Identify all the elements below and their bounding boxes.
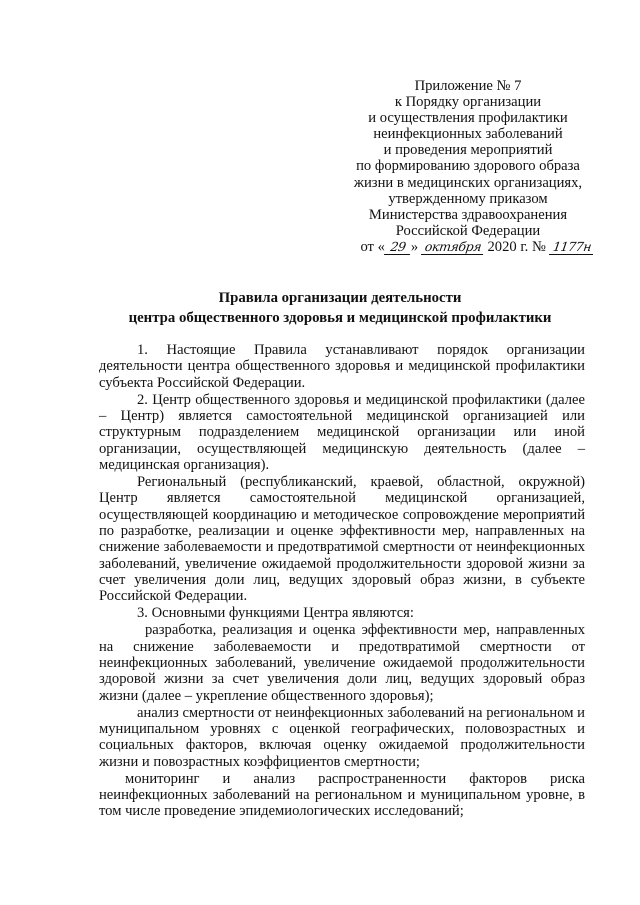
function-item: мониторинг и анализ распространенности факторов риска неинфекционных заболеваний на региональном и муниципальном уровне, в том числе проведение эпидемиологических исследований; bbox=[99, 770, 585, 820]
appendix-line: по формированию здорового образа bbox=[356, 158, 580, 175]
document-body bbox=[99, 342, 585, 820]
appendix-line: и проведения мероприятий bbox=[383, 142, 553, 159]
appendix-line: Российской Федерации bbox=[395, 222, 541, 239]
appendix-line: и осуществления профилактики bbox=[368, 110, 568, 127]
function-item: анализ смертности от неинфекционных заболеваний на региональном и муниципальном уровнях с оценкой географических, половозрастных и социальных факторов, включая оценку ожидаемой продолжительности жизни и повозрастных коэффициентов смертности; bbox=[99, 704, 585, 770]
appendix-line: Министерства здравоохранения bbox=[368, 206, 568, 223]
date-mid: » bbox=[410, 238, 419, 255]
approval-date-line bbox=[336, 239, 618, 255]
paragraph-2: 2. Центр общественного здоровья и медицинской профилактики (далее – Центр) является самостоятельной медицинской организацией или структурным подразделением медицинской организации или иной организации, осуществляющей медицинскую деятельность (далее – медицинская организация). bbox=[99, 391, 585, 473]
handwritten-day: 29 bbox=[384, 240, 412, 255]
handwritten-month: октября bbox=[421, 240, 485, 255]
paragraph-regional-center: Региональный (республиканский, краевой, областной, окружной) Центр является самостоятельной медицинской организацией, осуществляющей координацию и методическое сопровождение мероприятий по разработке, реализации и оценке эффективности мер, направленных на снижение заболеваемости и предотвратимой смертности от неинфекционных заболеваний, увеличение ожидаемой продолжительности здоровой жизни за счет увеличения доли лиц, ведущих здоровый образ жизни, в субъекте Российской Федерации. bbox=[99, 473, 585, 605]
paragraph-1: 1. Настоящие Правила устанавливают порядок организации деятельности центра общественного здоровья и медицинской профилактики субъекта Российской Федерации. bbox=[99, 342, 585, 391]
appendix-line: жизни в медицинских организациях, bbox=[353, 174, 583, 191]
document-title-line-2: центра общественного здоровья и медицинской профилактики bbox=[128, 310, 552, 326]
appendix-header bbox=[318, 78, 618, 255]
appendix-line: Приложение № 7 bbox=[414, 78, 522, 94]
appendix-line: неинфекционных заболеваний bbox=[373, 126, 563, 143]
document-title-line-1: Правила организации деятельности bbox=[218, 290, 462, 306]
appendix-line: к Порядку организации bbox=[394, 94, 542, 111]
date-prefix: от « bbox=[360, 238, 385, 255]
function-item: разработка, реализация и оценка эффективности мер, направленных на снижение заболеваемости и предотвратимой смертности от неинфекционных заболеваний, увеличение ожидаемой продолжительности здоровой жизни за счет увеличения доли лиц, ведущих здоровый образ жизни (далее – укрепление общественного здоровья); bbox=[99, 622, 585, 704]
appendix-line: утвержденному приказом bbox=[388, 190, 548, 207]
paragraph-3: 3. Основными функциями Центра являются: bbox=[137, 605, 414, 622]
year-text: 2020 г. № bbox=[487, 238, 546, 255]
handwritten-order-number: 1177н bbox=[548, 240, 594, 255]
